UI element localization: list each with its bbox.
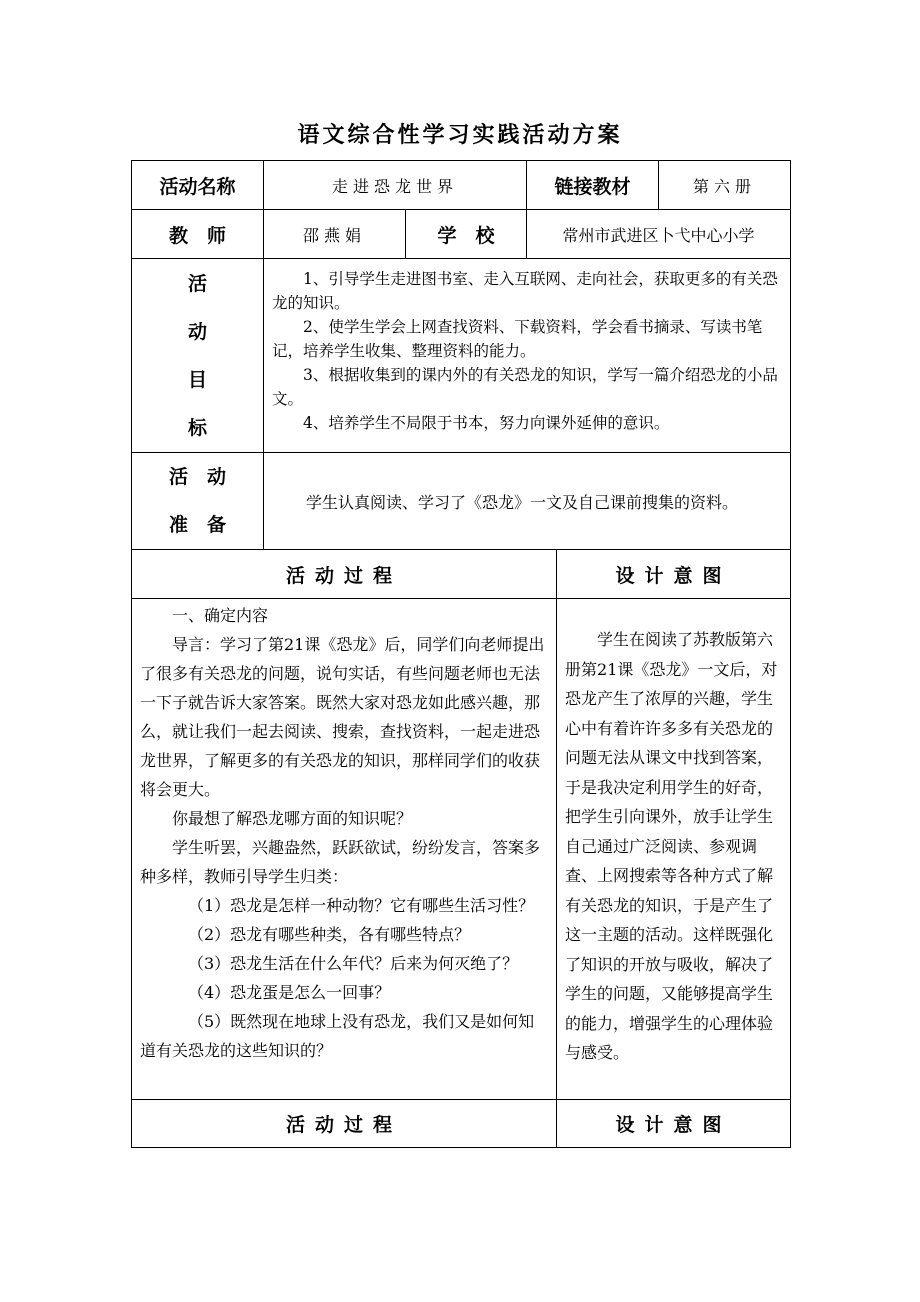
goals-label-char: 活 (187, 272, 207, 295)
process-question: （1）恐龙是怎样一种动物？它有哪些生活习性？ (188, 896, 535, 915)
process-question: （4）恐龙蛋是怎么一回事？ (188, 983, 391, 1002)
process-question: （2）恐龙有哪些种类，各有哪些特点？ (188, 925, 471, 944)
footer-intent-header: 设计意图 (557, 1100, 791, 1148)
teacher-value: 邵燕娟 (264, 210, 406, 259)
intent-paragraph: 学生在阅读了苏教版第六册第21课《恐龙》一文后，对恐龙产生了浓厚的兴趣，学生心中有着许许多多有关恐龙的问题无法从课文中找到答案，于是我决定利用学生的好奇，把学生引向课外，放手让学生自己通过广泛阅读、参观调查、上网搜索等各种方式了解有关恐龙的知识，于是产生了这一主题的活动。这样既强化了知识的开放与吸收，解决了学生的问题，又能够提高学生的能力，增强学生的心理体验与感受。 (565, 630, 778, 1062)
info-row-2 (132, 210, 791, 259)
process-content (132, 599, 557, 1100)
goals-label-char: 标 (187, 416, 207, 439)
preparation-content: 学生认真阅读、学习了《恐龙》一文及自己课前搜集的资料。 (264, 453, 791, 550)
process-paragraph: 学生听罢，兴趣盎然，跃跃欲试，纷纷发言，答案多种多样，教师引导学生归类： (140, 838, 541, 886)
activity-name-value: 走进恐龙世界 (264, 161, 527, 210)
intent-content (557, 599, 791, 1100)
info-row-1 (132, 161, 791, 210)
school-label: 学 校 (406, 210, 527, 259)
preparation-label-line: 活 动 (168, 466, 226, 488)
goals-label (132, 259, 264, 453)
process-paragraph: 导言：学习了第21课《恐龙》后，同学们向老师提出了很多有关恐龙的问题，说句实话，有些问题老师也无法一下子就告诉大家答案。既然大家对恐龙如此感兴趣，那么，就让我们一起去阅读、搜索，查找资料，一起走进恐龙世界，了解更多的有关恐龙的知识，那样同学们的收获将会更大。 (140, 635, 545, 799)
intent-header: 设计意图 (557, 550, 791, 599)
goals-content (264, 259, 791, 453)
process-question: （5）既然现在地球上没有恐龙，我们又是如何知道有关恐龙的这些知识的？ (140, 1012, 535, 1060)
content-row (132, 599, 791, 1100)
document-title: 语文综合性学习实践活动方案 (297, 122, 623, 148)
textbook-value: 第六册 (659, 161, 791, 210)
goal-item: 1、引导学生走进图书室、走入互联网、走向社会，获取更多的有关恐龙的知识。 (272, 270, 778, 312)
goal-item: 2、使学生学会上网查找资料、下载资料，学会看书摘录、写读书笔记，培养学生收集、整理资料的能力。 (272, 318, 763, 360)
activity-plan-table (131, 160, 791, 1148)
goals-label-char: 动 (187, 320, 207, 343)
textbook-label: 链接教材 (527, 161, 659, 210)
process-paragraph: 一、确定内容 (172, 606, 269, 625)
preparation-row (132, 453, 791, 550)
goals-label-char: 目 (187, 368, 207, 391)
process-paragraph: 你最想了解恐龙哪方面的知识呢？ (172, 809, 413, 828)
process-question: （3）恐龙生活在什么年代？后来为何灭绝了？ (188, 954, 519, 973)
section-header-row (132, 550, 791, 599)
school-value: 常州市武进区卜弋中心小学 (527, 210, 791, 259)
teacher-label: 教 师 (132, 210, 264, 259)
preparation-label (132, 453, 264, 550)
goals-row (132, 259, 791, 453)
footer-process-header: 活动过程 (132, 1100, 557, 1148)
goal-item: 3、根据收集到的课内外的有关恐龙的知识，学写一篇介绍恐龙的小品文。 (272, 366, 778, 408)
process-header: 活动过程 (132, 550, 557, 599)
goal-item: 4、培养学生不局限于书本，努力向课外延伸的意识。 (303, 414, 670, 432)
preparation-label-line: 准 备 (168, 514, 226, 536)
footer-header-row (132, 1100, 791, 1148)
activity-name-label: 活动名称 (132, 161, 264, 210)
